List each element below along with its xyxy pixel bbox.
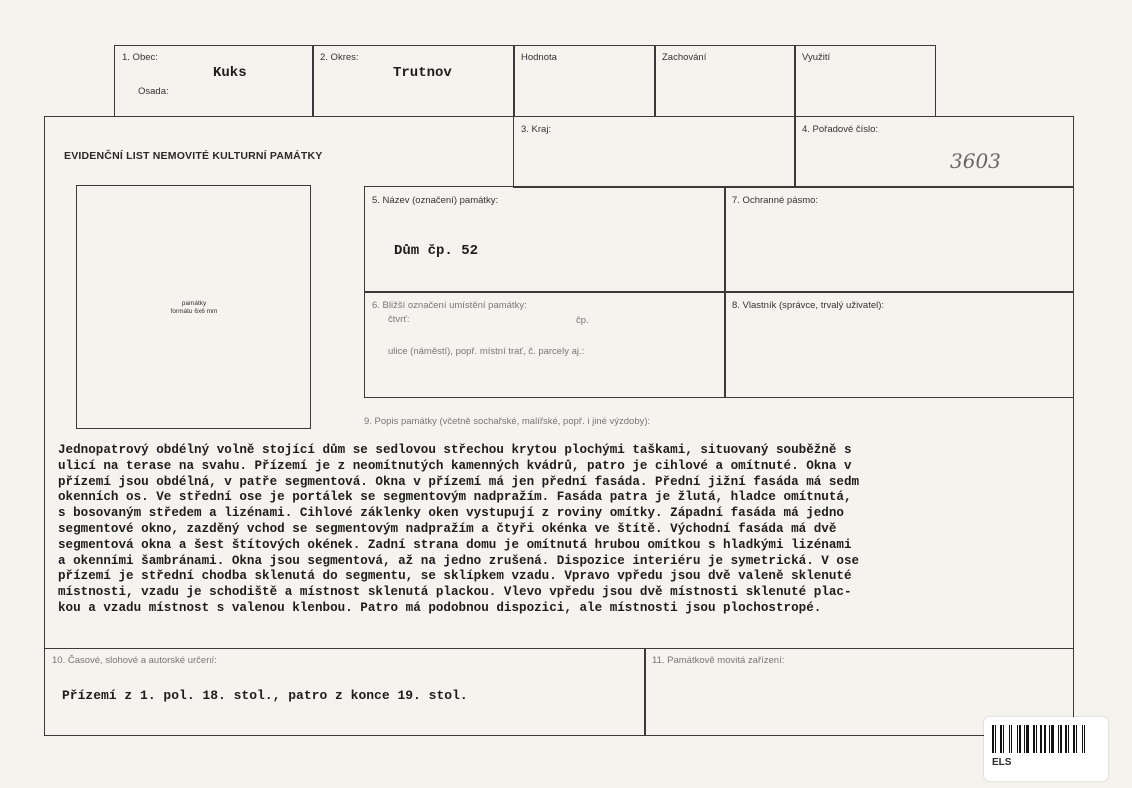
popis-text: Jednopatrový obdélný volně stojící dům se sedlovou střechou krytou plochými taškami, situovaný souběžně s ulicí na terase na svahu. Přízemí je z neomítnutých kamenných kvádrů, patro je cihlové a omítnuté. Okna v přízemí jsou obdélná, v patře segmentová. Okna v přízemí má jen přední fasáda. Přední jižní fasáda má sedm okenních os. Ve střední ose je portálek se segmentovým nadpražím. Fasáda patra je žlutá, hladce omítnutá, s bosovaným středem a lizénami. Cihlové záklenky oken vystupují z roviny omítky. Západní fasáda má jedno segmentové okno, zazděný vchod se segmentovým nadpražím a čtyři okénka ve štítě. Východní fasáda má dvě segmentová okna a šest štítových okének. Zadní strana domu je omítnutá hrubou omítkou s hladkými lizénami a okenními šambránami. Okna jsou segmentová, až na jedno zrušená. Dispozice interiéru je symetrická. V ose přízemí je střední chodba sklenutá do segmentu, se sklípkem vzadu. Vpravo vpředu jsou dvě valeně sklenuté místnosti, vzadu je schodiště a místnost sklenutá plackou. Vlevo vpředu jsou dvě místnosti sklenuté plac- kou a vzadu místnost s valenou klenbou. Patro má podobnou dispozici, ale místnosti jsou plochostropé. bbox=[58, 443, 860, 615]
vlastnik-label: 8. Vlastník (správce, trvalý uživatel): bbox=[732, 300, 885, 311]
barcode-bar bbox=[1033, 725, 1035, 753]
barcode-bar bbox=[1051, 725, 1054, 753]
kraj-cell bbox=[513, 116, 796, 188]
barcode-bar bbox=[1019, 725, 1021, 753]
nazev-label: 5. Název (označení) památky: bbox=[372, 195, 499, 206]
form-title: EVIDENČNÍ LIST NEMOVITÉ KULTURNÍ PAMÁTKY bbox=[64, 150, 323, 162]
nazev-value: Dům čp. 52 bbox=[394, 243, 479, 259]
barcode-bar bbox=[1073, 725, 1075, 753]
poradove-value: 3603 bbox=[950, 149, 1001, 173]
barcode-bar bbox=[1082, 725, 1083, 753]
barcode-bar bbox=[1044, 725, 1046, 753]
barcode-bar bbox=[1026, 725, 1029, 753]
photo-note-line2: formátu 6x6 mm bbox=[170, 308, 218, 315]
barcode-bar bbox=[1076, 725, 1077, 753]
zachovani-label: Zachování bbox=[662, 52, 707, 63]
barcode-bar bbox=[1049, 725, 1050, 753]
barcode-bar bbox=[1000, 725, 1002, 753]
casove-label: 10. Časové, slohové a autorské určení: bbox=[52, 655, 217, 666]
casove-value: Přízemí z 1. pol. 18. stol., patro z konce 19. stol. bbox=[62, 688, 468, 703]
obec-label: 1. Obec: bbox=[122, 52, 158, 63]
barcode-bar bbox=[1047, 725, 1048, 753]
photo-note-line1: památky bbox=[181, 300, 207, 307]
barcode-bar bbox=[1022, 725, 1023, 753]
barcode-bar bbox=[992, 725, 994, 753]
barcode-bar bbox=[1060, 725, 1062, 753]
cp-label: čp. bbox=[576, 315, 589, 326]
barcode-bar bbox=[1017, 725, 1018, 753]
barcode-bar bbox=[1009, 725, 1010, 753]
barcode-bar bbox=[1078, 725, 1081, 753]
barcode-bar bbox=[1063, 725, 1064, 753]
barcode-bar bbox=[1003, 725, 1004, 753]
poradove-label: 4. Pořadové číslo: bbox=[802, 124, 879, 135]
barcode-bar bbox=[1038, 725, 1039, 753]
ochranne-label: 7. Ochranné pásmo: bbox=[732, 195, 819, 206]
barcode-bar bbox=[1058, 725, 1059, 753]
barcode-bar bbox=[1040, 725, 1042, 753]
popis-label: 9. Popis památky (včetně sochařské, malířské, popř. i jiné výzdoby): bbox=[364, 416, 651, 427]
barcode-text: ELS bbox=[992, 757, 1012, 768]
barcode-bar bbox=[1068, 725, 1069, 753]
osada-label: Osada: bbox=[138, 86, 169, 97]
barcode-bar bbox=[1011, 725, 1012, 753]
okres-value: Trutnov bbox=[393, 65, 452, 81]
barcode-bar bbox=[1036, 725, 1037, 753]
kraj-label: 3. Kraj: bbox=[521, 124, 552, 135]
ulice-label: ulice (náměstí), popř. místní trať, č. parcely aj.: bbox=[388, 346, 585, 357]
barcode-bar bbox=[995, 725, 996, 753]
movita-label: 11. Památkově movitá zařízení: bbox=[652, 655, 785, 666]
barcode-bar bbox=[1087, 725, 1089, 753]
barcode-bar bbox=[1055, 725, 1056, 753]
barcode-bar bbox=[1065, 725, 1067, 753]
barcode-sticker bbox=[984, 717, 1108, 781]
photo-note bbox=[140, 300, 248, 316]
barcode-bar bbox=[1084, 725, 1085, 753]
ctvrt-label: čtvrť: bbox=[388, 314, 410, 325]
okres-label: 2. Okres: bbox=[320, 52, 359, 63]
barcode-bar bbox=[1024, 725, 1025, 753]
barcode-bar bbox=[1014, 725, 1016, 753]
barcode-bar bbox=[1070, 725, 1071, 753]
barcode-bar bbox=[997, 725, 998, 753]
hodnota-label: Hodnota bbox=[521, 52, 557, 63]
vyuziti-label: Využití bbox=[802, 52, 831, 63]
barcode-bar bbox=[1031, 725, 1032, 753]
barcode-bar bbox=[1005, 725, 1008, 753]
obec-value: Kuks bbox=[213, 65, 247, 81]
barcode-bars bbox=[992, 725, 1098, 753]
blizsi-label: 6. Bližší označení umístění památky: bbox=[372, 300, 527, 311]
